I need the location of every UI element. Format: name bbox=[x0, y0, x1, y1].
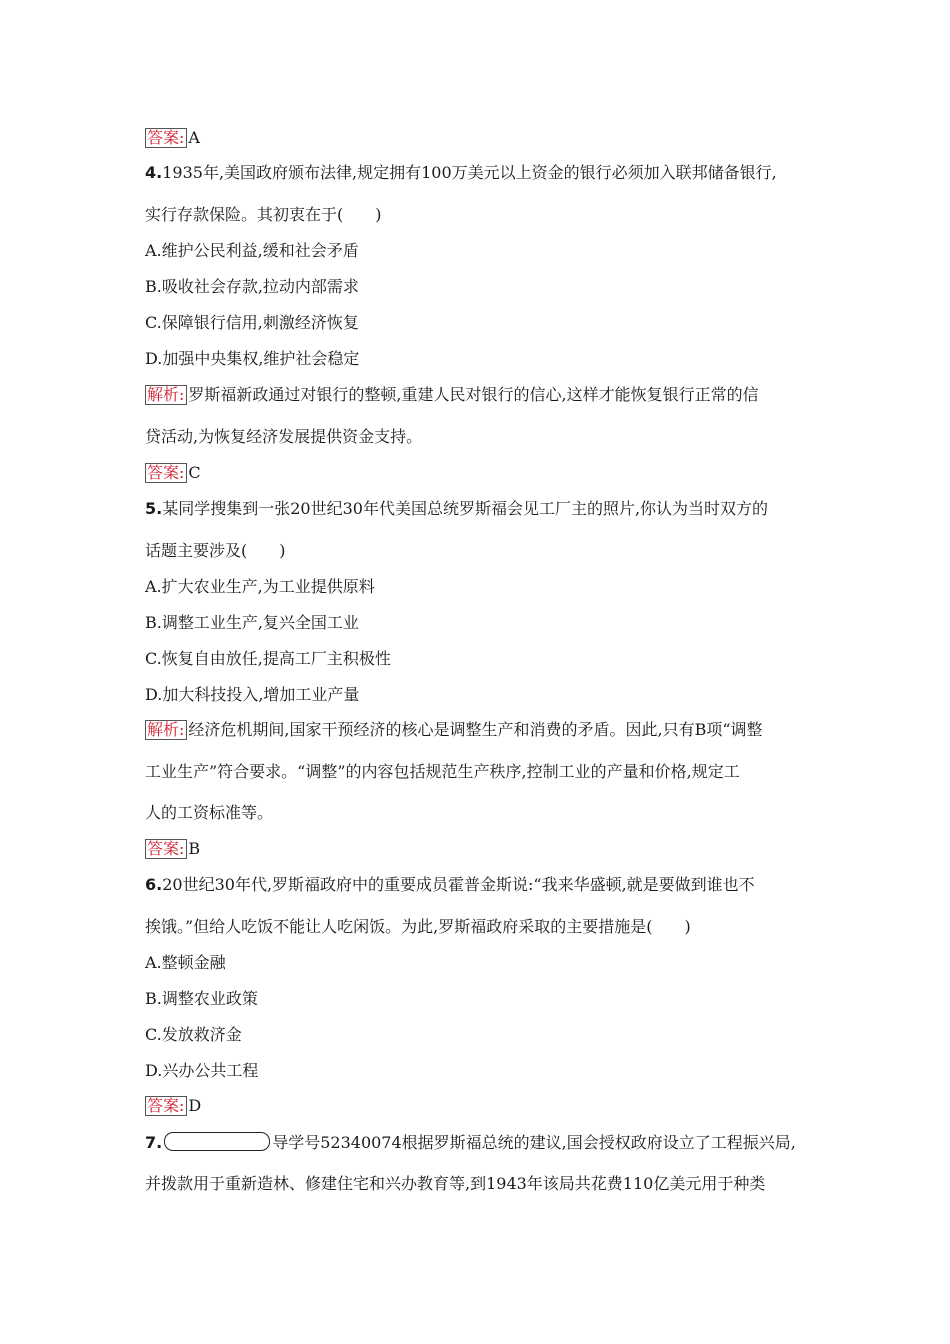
question-4-option-a: A.维护公民利益,缓和社会矛盾 bbox=[145, 241, 359, 260]
question-4-option-b: B.吸收社会存款,拉动内部需求 bbox=[145, 277, 359, 296]
question-5-option-c: C.恢复自由放任,提高工厂主积极性 bbox=[145, 649, 391, 668]
answer-value: D bbox=[188, 1096, 202, 1115]
question-5-option-a: A.扩大农业生产,为工业提供原料 bbox=[145, 577, 375, 596]
guide-number-badge bbox=[164, 1132, 270, 1151]
analysis-tag: 解析: bbox=[145, 720, 187, 740]
question-text: 1935年,美国政府颁布法律,规定拥有100万美元以上资金的银行必须加入联邦储备银行, bbox=[162, 163, 777, 182]
question-number: 5. bbox=[145, 499, 163, 518]
question-4-option-d: D.加强中央集权,维护社会稳定 bbox=[145, 349, 360, 368]
question-4-analysis-line-1 bbox=[145, 385, 759, 405]
question-5-analysis-line-1 bbox=[145, 720, 763, 740]
question-6-option-c: C.发放救济金 bbox=[145, 1025, 242, 1044]
question-5-stem-line-1 bbox=[145, 499, 768, 519]
answer-tag: 答案: bbox=[145, 839, 187, 859]
question-number: 7. bbox=[145, 1133, 163, 1152]
question-5-option-b: B.调整工业生产,复兴全国工业 bbox=[145, 613, 359, 632]
analysis-text: 经济危机期间,国家干预经济的核心是调整生产和消费的矛盾。因此,只有B项“调整 bbox=[188, 720, 763, 739]
answer-tag: 答案: bbox=[145, 463, 187, 483]
question-6-option-a: A.整顿金融 bbox=[145, 953, 226, 972]
question-5-analysis-line-2: 工业生产”符合要求。“调整”的内容包括规范生产秩序,控制工业的产量和价格,规定工 bbox=[145, 762, 740, 781]
question-4-answer-line bbox=[145, 463, 201, 483]
question-4-analysis-line-2: 贷活动,为恢复经济发展提供资金支持。 bbox=[145, 427, 423, 446]
question-5-stem-line-2: 话题主要涉及( ) bbox=[145, 541, 286, 560]
question-4-stem-line-1 bbox=[145, 163, 777, 183]
question-text: 某同学搜集到一张20世纪30年代美国总统罗斯福会见工厂主的照片,你认为当时双方的 bbox=[162, 499, 769, 518]
question-5-analysis-line-3: 人的工资标准等。 bbox=[145, 803, 274, 822]
question-6-stem-line-1 bbox=[145, 875, 755, 895]
answer-tag: 答案: bbox=[145, 128, 187, 148]
question-number: 6. bbox=[145, 875, 163, 894]
question-6-answer-line bbox=[145, 1096, 201, 1116]
question-text: 20世纪30年代,罗斯福政府中的重要成员霍普金斯说:“我来华盛顿,就是要做到谁也不 bbox=[162, 875, 755, 894]
question-6-stem-line-2: 挨饿。”但给人吃饭不能让人吃闲饭。为此,罗斯福政府采取的主要措施是( ) bbox=[145, 917, 691, 936]
question-text: 导学号52340074根据罗斯福总统的建议,国会授权政府设立了工程振兴局, bbox=[272, 1133, 796, 1152]
answer-value: C bbox=[188, 463, 201, 482]
analysis-tag: 解析: bbox=[145, 385, 187, 405]
question-6-option-d: D.兴办公共工程 bbox=[145, 1061, 259, 1080]
answer-line bbox=[145, 128, 200, 148]
question-4-stem-line-2: 实行存款保险。其初衷在于( ) bbox=[145, 205, 382, 224]
answer-tag: 答案: bbox=[145, 1096, 187, 1116]
answer-value: A bbox=[188, 128, 200, 147]
answer-value: B bbox=[188, 839, 201, 858]
question-4-option-c: C.保障银行信用,刺激经济恢复 bbox=[145, 313, 359, 332]
question-7-stem-line-1 bbox=[145, 1132, 796, 1153]
question-5-answer-line bbox=[145, 839, 200, 859]
question-6-option-b: B.调整农业政策 bbox=[145, 989, 258, 1008]
question-7-stem-line-2: 并拨款用于重新造林、修建住宅和兴办教育等,到1943年该局共花费110亿美元用于种类 bbox=[145, 1174, 766, 1193]
question-5-option-d: D.加大科技投入,增加工业产量 bbox=[145, 685, 360, 704]
analysis-text: 罗斯福新政通过对银行的整顿,重建人民对银行的信心,这样才能恢复银行正常的信 bbox=[188, 385, 759, 404]
question-number: 4. bbox=[145, 163, 163, 182]
